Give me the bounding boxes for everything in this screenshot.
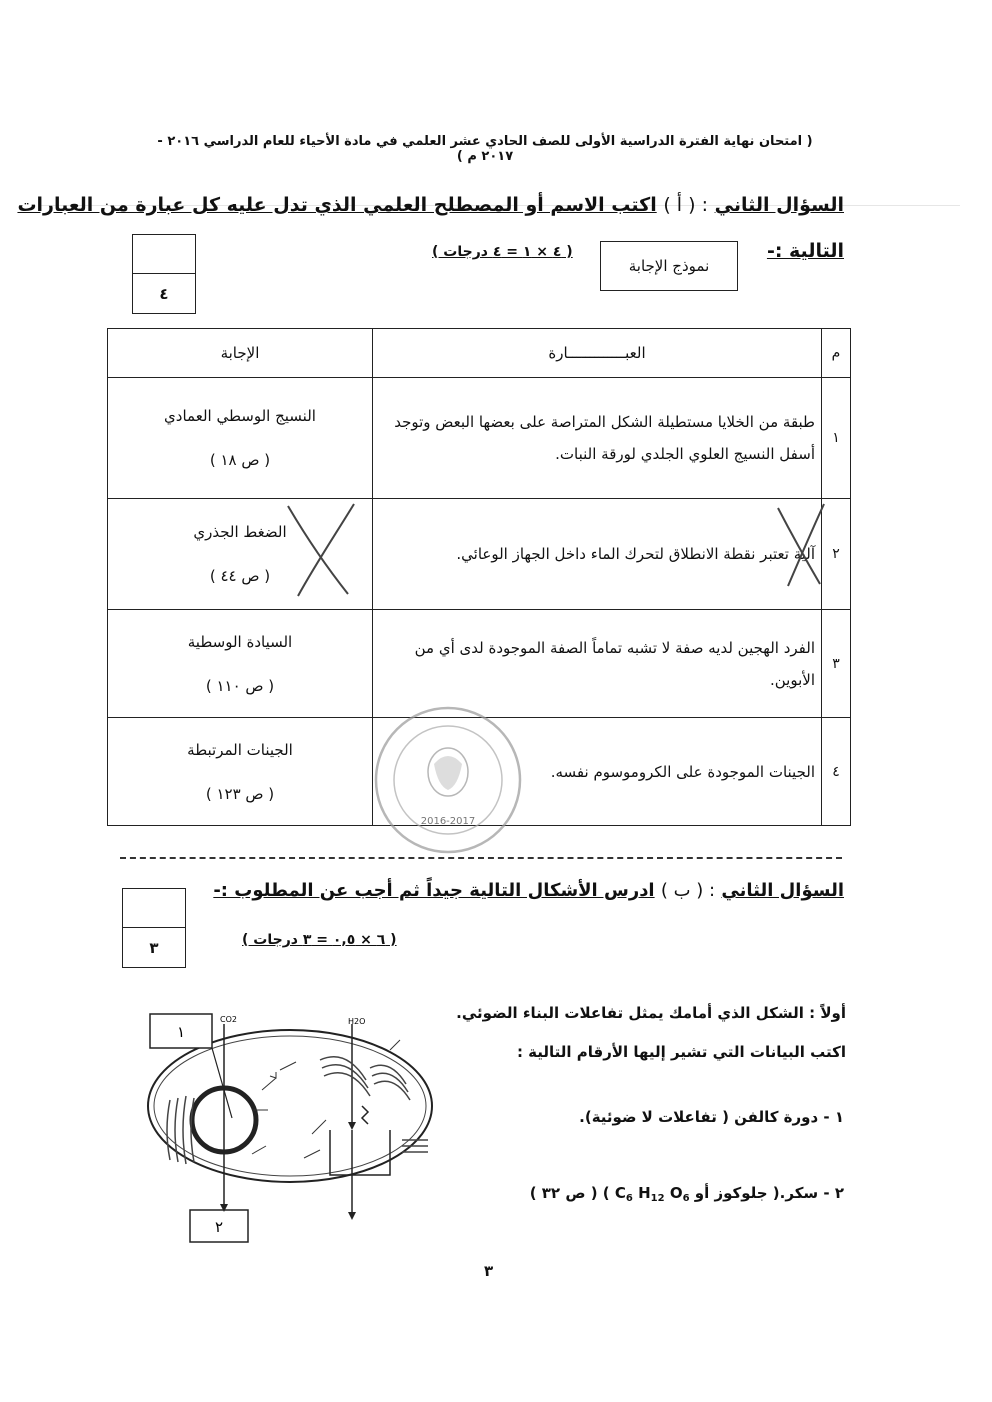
section-a-heading [17,194,844,216]
row-answer: النسيج الوسطي العمادي [164,407,316,425]
row-answer-cell [108,499,373,610]
row-answer: الجينات المرتبطة [187,740,293,759]
section-b-heading [213,880,844,901]
label-question: اكتب البيانات التي تشير إليها الأرقام التالية : [516,1043,846,1061]
answer-2 [530,1184,844,1204]
row-answer: السيادة الوسطية [187,632,293,651]
section-b-marks: ( ٦ × ٠,٥ = ٣ درجات ) [242,932,397,948]
official-stamp-icon [358,702,538,862]
chem-o: O [669,1184,683,1202]
score-box-b-value: ٣ [149,938,159,957]
table-row [108,378,851,499]
chloroplast-diagram [140,1010,450,1250]
chem-c-sub: 6 [625,1193,633,1204]
answer-2-prefix: ٢ - سكر.( جلوكوز أو [694,1184,844,1202]
model-answer-label: نموذج الإجابة [628,257,710,275]
co2-label: CO2 [220,1015,237,1024]
row-page-ref: ( ص ١١٠ ) [205,676,275,695]
row-num: ٣ [822,610,851,718]
row-statement: الجينات الموجودة على الكروموسوم نفسه. [373,718,822,826]
row-num: ٢ [822,499,851,610]
chem-h: H [638,1184,651,1202]
section-b-instruction: ادرس الأشكال التالية جيداً ثم أجب عن المطلوب :- [213,880,655,901]
header-statement: العبـــــــــــــارة [373,329,822,378]
section-a-marks: ( ٤ × ١ = ٤ درجات ) [432,244,573,260]
section-b-label: السؤال الثاني [721,880,844,901]
first-question: أولاً : الشكل الذي أمامك يمثل تفاعلات البناء الضوئي. [456,1004,846,1022]
table-header-row [108,329,851,378]
row-answer-cell [108,718,373,826]
answer-2-suffix: ) ( ص ٣٢ ) [529,1184,610,1202]
section-a-part: : ( أ ) [663,194,708,216]
chem-c: C [614,1184,626,1202]
h2o-label: H2O [348,1017,366,1026]
row-statement: طبقة من الخلايا مستطيلة الشكل المتراصة على بعضها البعض وتوجد أسفل النسيج العلوي الجلدي لورقة النبات. [373,378,822,499]
label-box-1-text: ١ [176,1023,186,1041]
glucose-formula [615,1184,690,1204]
section-b-part: : ( ب ) [660,880,716,901]
score-box-b-blank [123,889,185,928]
model-answer-box [600,241,738,291]
header-answer: الإجابة [108,329,373,378]
row-page-ref: ( ص ٤٤ ) [209,567,271,585]
score-box-a [132,234,196,314]
score-box-a-blank [133,235,195,274]
row-page-ref: ( ص ١٢٣ ) [205,784,275,803]
chem-h-sub: 12 [650,1193,665,1204]
row-statement: الفرد الهجين لديه صفة لا تشبه تماماً الصفة الموجودة لدى أي من الأبوين. [373,610,822,718]
section-divider [120,857,842,859]
row-num: ٤ [822,718,851,826]
page-number: ٣ [484,1262,494,1280]
section-a-label: السؤال الثاني [714,194,844,216]
exam-header: ( امتحان نهاية الفترة الدراسية الأولى للصف الحادي عشر العلمي في مادة الأحياء للعام الدراسي ٢٠١٦ - ٢٠١٧ م ) [157,134,813,164]
label-box-2-text: ٢ [214,1218,224,1236]
row-answer-cell [108,610,373,718]
stamp-year: 2016-2017 [420,816,476,827]
chem-o-sub: 6 [682,1193,690,1204]
row-answer: الضغط الجذري [193,523,287,541]
score-box-b [122,888,186,968]
header-num: م [822,329,851,378]
answer-1: ١ - دورة كالفن ( تفاعلات لا ضوئية). [579,1108,844,1126]
row-statement: آلية تعتبر نقطة الانطلاق لتحرك الماء داخل الجهاز الوعائي. [373,499,822,610]
row-answer-cell [108,378,373,499]
section-a-instruction-cont: التالية :- [766,240,844,262]
score-box-a-value: ٤ [159,284,169,303]
row-num: ١ [822,378,851,499]
row-page-ref: ( ص ١٨ ) [209,451,271,469]
table-row [108,499,851,610]
section-a-instruction: اكتب الاسم أو المصطلح العلمي الذي تدل عليه كل عبارة من العبارات [17,194,657,216]
